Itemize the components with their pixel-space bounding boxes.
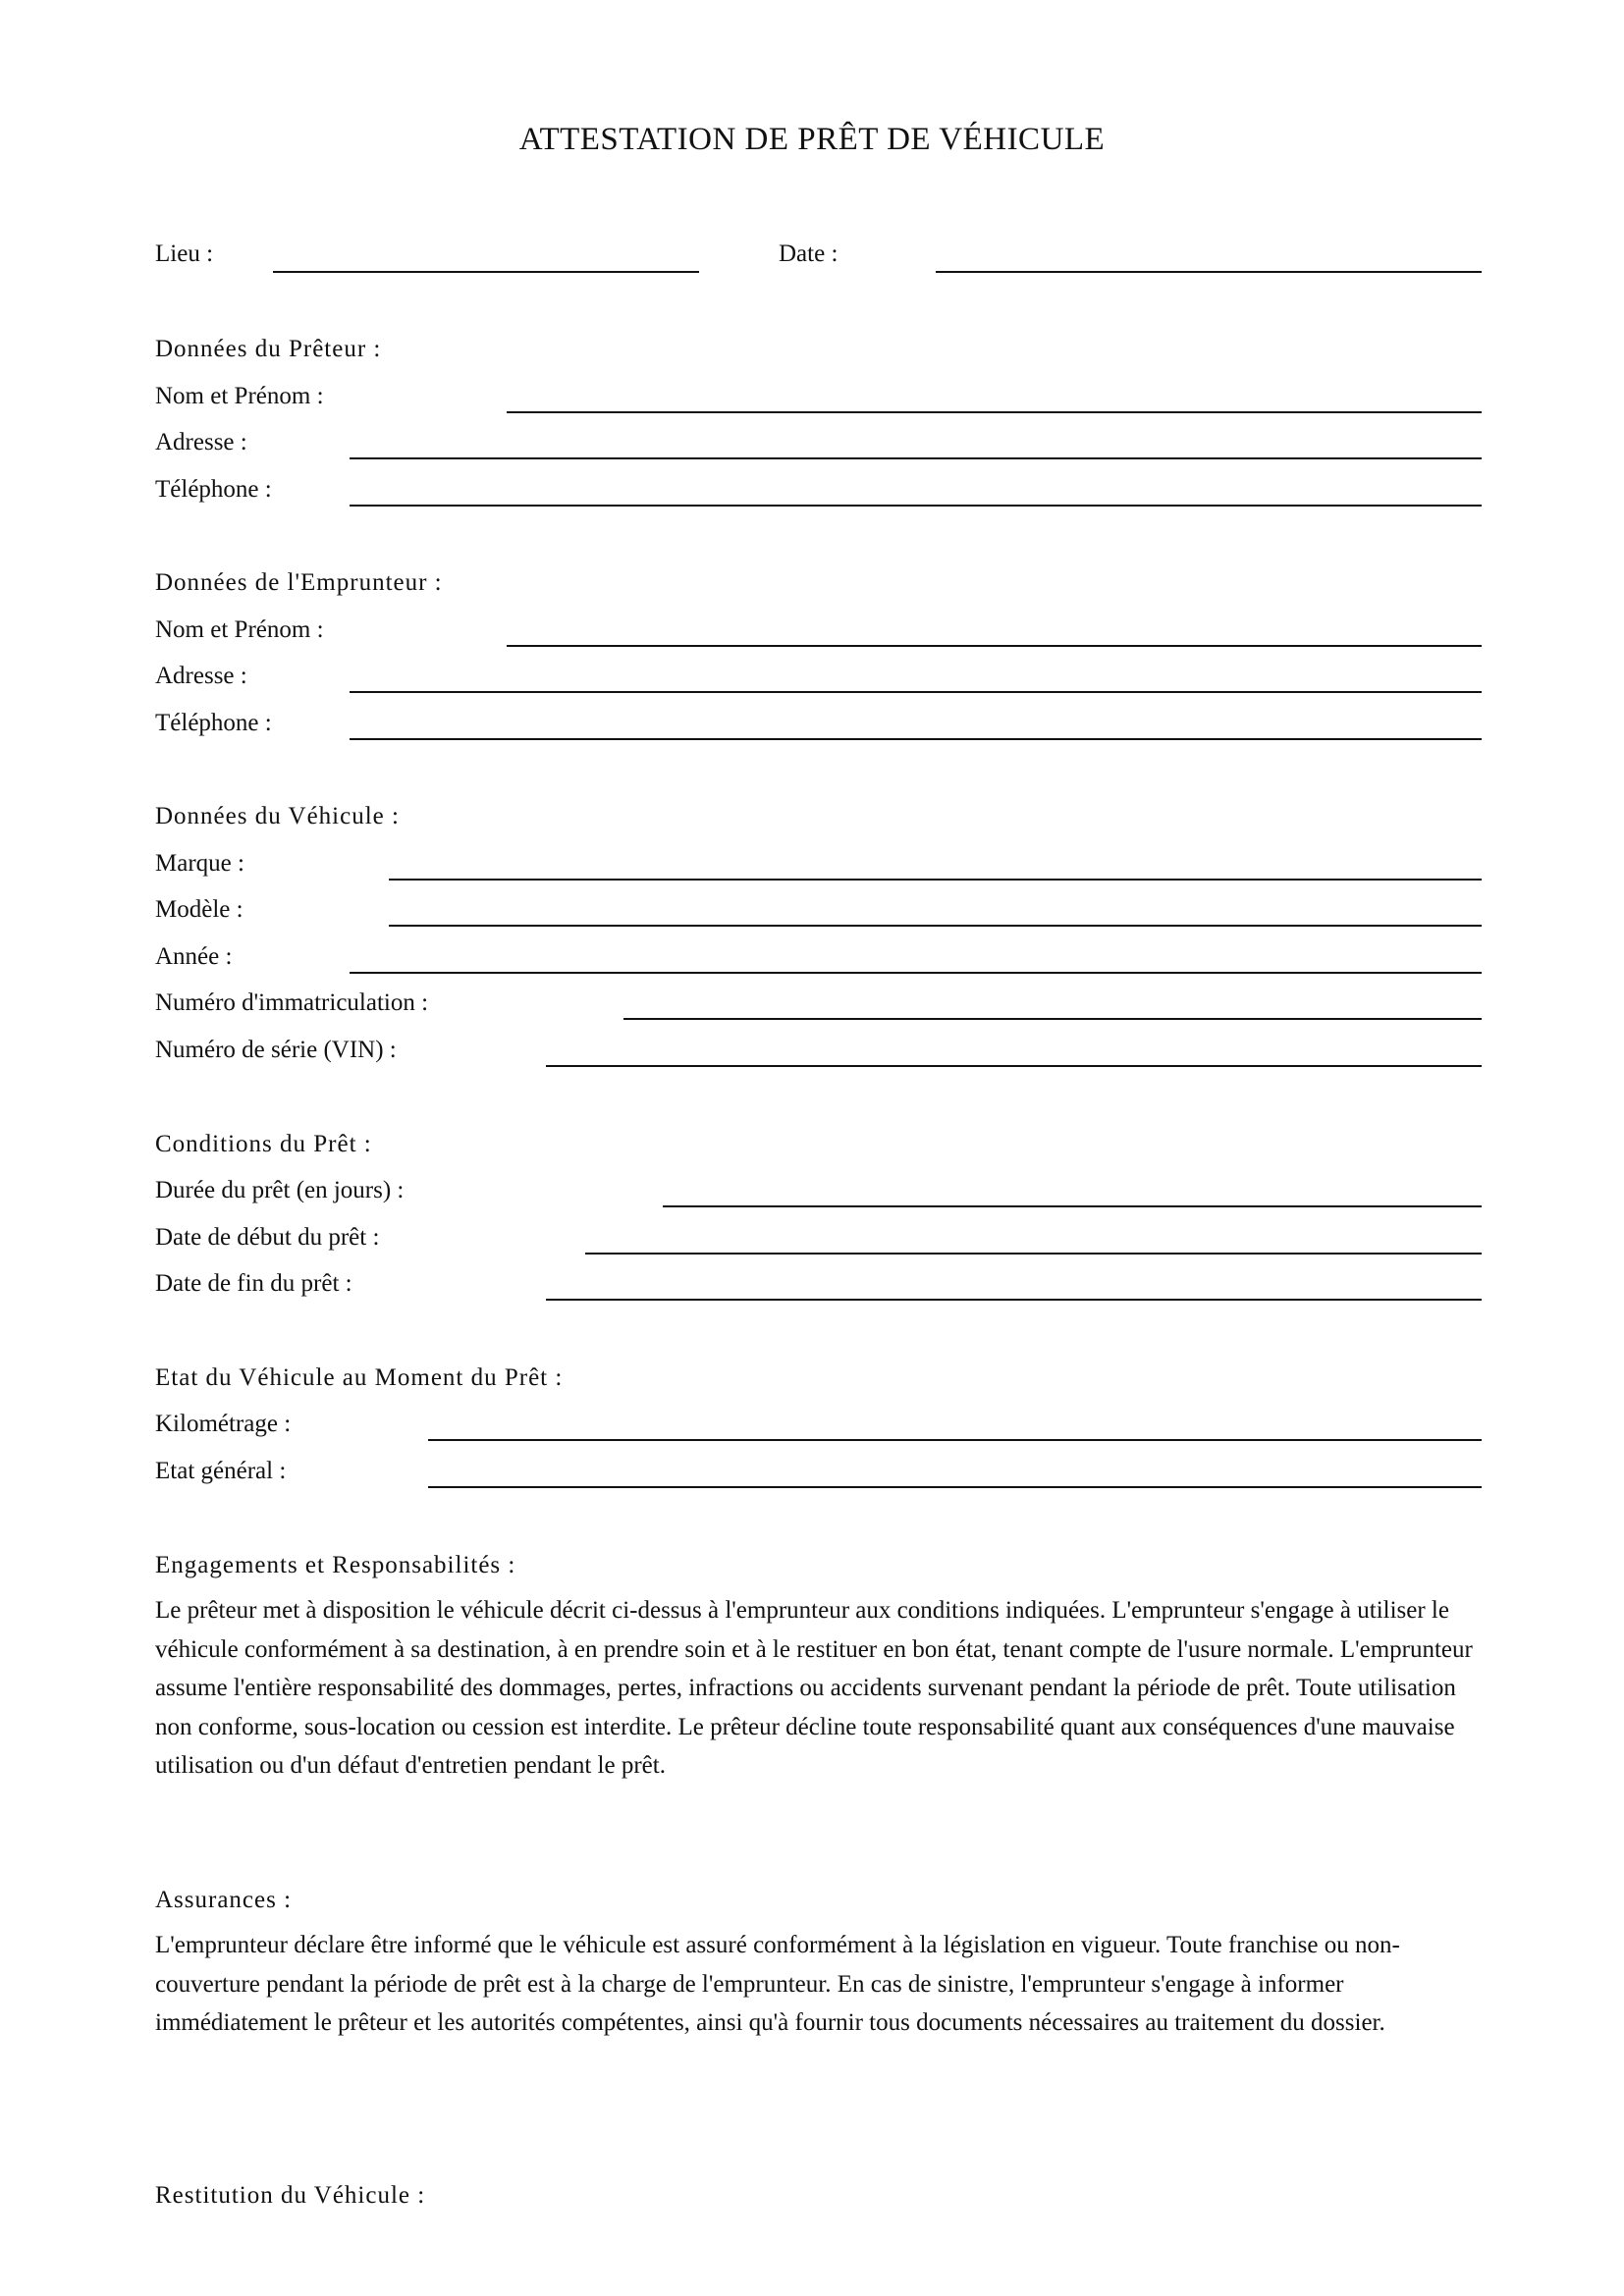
borrower-address-field[interactable] (350, 664, 1482, 693)
lender-name-field[interactable] (507, 384, 1482, 413)
vehicle-registration-field[interactable] (623, 990, 1482, 1020)
return-heading: Restitution du Véhicule : (155, 2182, 426, 2209)
loan-start-field[interactable] (585, 1225, 1482, 1255)
vehicle-year-label: Année : (155, 943, 233, 970)
borrower-name-field[interactable] (507, 617, 1482, 647)
general-state-label: Etat général : (155, 1458, 287, 1484)
date-label: Date : (779, 240, 839, 267)
loan-duration-label: Durée du prêt (en jours) : (155, 1177, 405, 1203)
place-label: Lieu : (155, 240, 214, 267)
insurance-text: L'emprunteur déclare être informé que le véhicule est assuré conformément à la législation en vigueur. Toute franchise ou non-couverture pendant la période de prêt est à la charge de l'emprunteur. En cas de sinistre, l'emprunteur s'engage à informer immédiatement le prêteur et les autorités compétentes, ainsi qu'à fournir tous documents nécessaires au traitement du dossier. (155, 1932, 1400, 2036)
vehicle-year-field[interactable] (350, 944, 1482, 974)
conditions-heading: Conditions du Prêt : (155, 1131, 372, 1157)
vehicle-state-heading: Etat du Véhicule au Moment du Prêt : (155, 1364, 564, 1391)
vehicle-model-label: Modèle : (155, 896, 244, 923)
vehicle-vin-field[interactable] (546, 1038, 1482, 1067)
borrower-phone-field[interactable] (350, 711, 1482, 740)
lender-address-label: Adresse : (155, 429, 247, 455)
lender-phone-field[interactable] (350, 477, 1482, 507)
date-field[interactable] (936, 243, 1482, 273)
vehicle-registration-label: Numéro d'immatriculation : (155, 989, 429, 1016)
mileage-field[interactable] (428, 1412, 1482, 1441)
lender-heading: Données du Prêteur : (155, 336, 382, 362)
commitments-heading: Engagements et Responsabilités : (155, 1552, 516, 1578)
insurance-heading: Assurances : (155, 1887, 293, 1913)
vehicle-brand-label: Marque : (155, 850, 244, 877)
lender-phone-label: Téléphone : (155, 476, 272, 503)
borrower-phone-label: Téléphone : (155, 710, 272, 736)
vehicle-heading: Données du Véhicule : (155, 803, 400, 829)
borrower-heading: Données de l'Emprunteur : (155, 569, 443, 596)
commitments-text: Le prêteur met à disposition le véhicule décrit ci-dessus à l'emprunteur aux conditions indiquées. L'emprunteur s'engage à utiliser le véhicule conformément à sa destination, à en prendre soin et à le restituer en bon état, tenant compte de l'usure normale. L'emprunteur assume l'entière responsabilité des dommages, pertes, infractions ou accidents survenant pendant la période de prêt. Toute utilisation non conforme, sous-location ou cession est interdite. Le prêteur décline toute responsabilité quant aux conséquences d'une mauvaise utilisation ou d'un défaut d'entretien pendant le prêt. (155, 1597, 1473, 1779)
lender-name-label: Nom et Prénom : (155, 383, 324, 409)
vehicle-vin-label: Numéro de série (VIN) : (155, 1037, 397, 1063)
vehicle-brand-field[interactable] (389, 851, 1482, 881)
loan-end-field[interactable] (546, 1271, 1482, 1301)
borrower-address-label: Adresse : (155, 663, 247, 689)
loan-end-label: Date de fin du prêt : (155, 1270, 352, 1297)
place-field[interactable] (273, 243, 699, 273)
vehicle-model-field[interactable] (389, 897, 1482, 927)
loan-duration-field[interactable] (663, 1178, 1482, 1207)
document-title: ATTESTATION DE PRÊT DE VÉHICULE (518, 122, 1106, 157)
mileage-label: Kilométrage : (155, 1411, 292, 1437)
loan-start-label: Date de début du prêt : (155, 1224, 380, 1251)
general-state-field[interactable] (428, 1459, 1482, 1488)
lender-address-field[interactable] (350, 430, 1482, 459)
borrower-name-label: Nom et Prénom : (155, 616, 324, 643)
